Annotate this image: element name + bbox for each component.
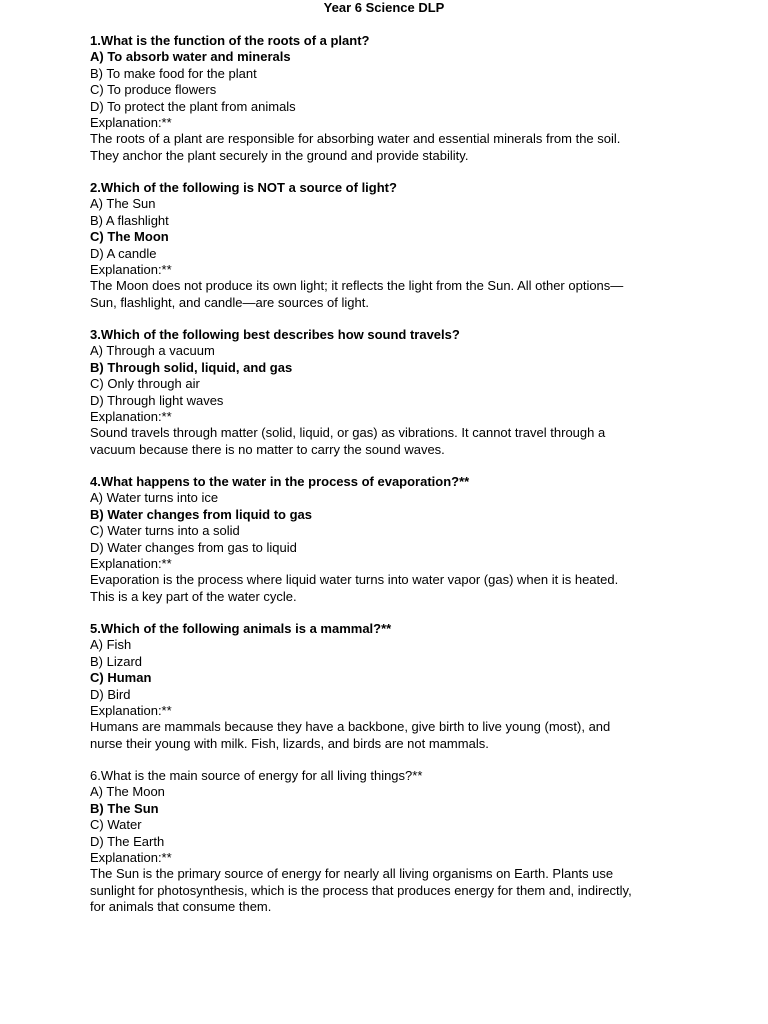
explanation-label: Explanation:** xyxy=(90,703,172,719)
answer-option: C) Water xyxy=(90,817,142,833)
answer-option: D) To protect the plant from animals xyxy=(90,98,296,114)
correct-answer-option: B) The Sun xyxy=(90,800,159,816)
correct-answer-option: A) To absorb water and minerals xyxy=(90,49,291,65)
explanation-label: Explanation:** xyxy=(90,850,172,866)
answer-option: D) Water changes from gas to liquid xyxy=(90,539,297,555)
answer-option: D) The Earth xyxy=(90,833,165,849)
answer-option: C) To produce flowers xyxy=(90,82,217,98)
answer-option: D) Bird xyxy=(90,686,131,702)
correct-answer-option: C) Human xyxy=(90,670,152,686)
question-block-6 xyxy=(90,768,690,916)
explanation-label: Explanation:** xyxy=(90,409,172,425)
question-text: 3.Which of the following best describes how sound travels? xyxy=(90,327,460,342)
answer-option: A) Through a vacuum xyxy=(90,343,215,359)
question-block-3 xyxy=(90,327,690,458)
answer-option: C) Only through air xyxy=(90,376,200,392)
question-block-1 xyxy=(90,33,690,164)
explanation-text: Evaporation is the process where liquid water turns into water vapor (gas) when it is heated. xyxy=(90,572,619,588)
question-text: 6.What is the main source of energy for all living things?** xyxy=(90,768,423,783)
explanation-text: for animals that consume them. xyxy=(90,899,272,915)
answer-option: A) Water turns into ice xyxy=(90,490,219,506)
explanation-text: Sound travels through matter (solid, liquid, or gas) as vibrations. It cannot travel through a xyxy=(90,425,606,441)
explanation-text: The Sun is the primary source of energy for nearly all living organisms on Earth. Plants use xyxy=(90,866,614,882)
explanation-label: Explanation:** xyxy=(90,115,172,131)
explanation-text: Sun, flashlight, and candle—are sources of light. xyxy=(90,294,369,310)
explanation-text: The roots of a plant are responsible for absorbing water and essential minerals from the soil. xyxy=(90,131,621,147)
correct-answer-option: C) The Moon xyxy=(90,229,169,245)
answer-option: A) Fish xyxy=(90,637,132,653)
question-block-4 xyxy=(90,474,690,605)
question-block-5 xyxy=(90,621,690,752)
explanation-text: sunlight for photosynthesis, which is the process that produces energy for them and, indirectly, xyxy=(90,882,632,898)
answer-option: C) Water turns into a solid xyxy=(90,523,240,539)
answer-option: D) A candle xyxy=(90,245,157,261)
page-title: Year 6 Science DLP xyxy=(323,0,445,15)
answer-option: B) A flashlight xyxy=(90,212,169,228)
correct-answer-option: B) Water changes from liquid to gas xyxy=(90,506,312,522)
explanation-text: Humans are mammals because they have a backbone, give birth to live young (most), and xyxy=(90,719,611,735)
answer-option: A) The Sun xyxy=(90,196,156,212)
explanation-label: Explanation:** xyxy=(90,262,172,278)
question-block-2 xyxy=(90,180,690,311)
answer-option: A) The Moon xyxy=(90,784,165,800)
explanation-text: They anchor the plant securely in the ground and provide stability. xyxy=(90,147,469,163)
explanation-label: Explanation:** xyxy=(90,556,172,572)
explanation-text: This is a key part of the water cycle. xyxy=(90,588,297,604)
question-text: 4.What happens to the water in the process of evaporation?** xyxy=(90,474,470,489)
explanation-text: vacuum because there is no matter to carry the sound waves. xyxy=(90,441,445,457)
question-text: 1.What is the function of the roots of a plant? xyxy=(90,33,370,48)
answer-option: D) Through light waves xyxy=(90,392,224,408)
explanation-text: The Moon does not produce its own light; it reflects the light from the Sun. All other options— xyxy=(90,278,624,294)
answer-option: B) Lizard xyxy=(90,653,143,669)
explanation-text: nurse their young with milk. Fish, lizards, and birds are not mammals. xyxy=(90,735,489,751)
question-text: 2.Which of the following is NOT a source of light? xyxy=(90,180,397,195)
question-text: 5.Which of the following animals is a mammal?** xyxy=(90,621,392,636)
answer-option: B) To make food for the plant xyxy=(90,65,257,81)
correct-answer-option: B) Through solid, liquid, and gas xyxy=(90,359,293,375)
